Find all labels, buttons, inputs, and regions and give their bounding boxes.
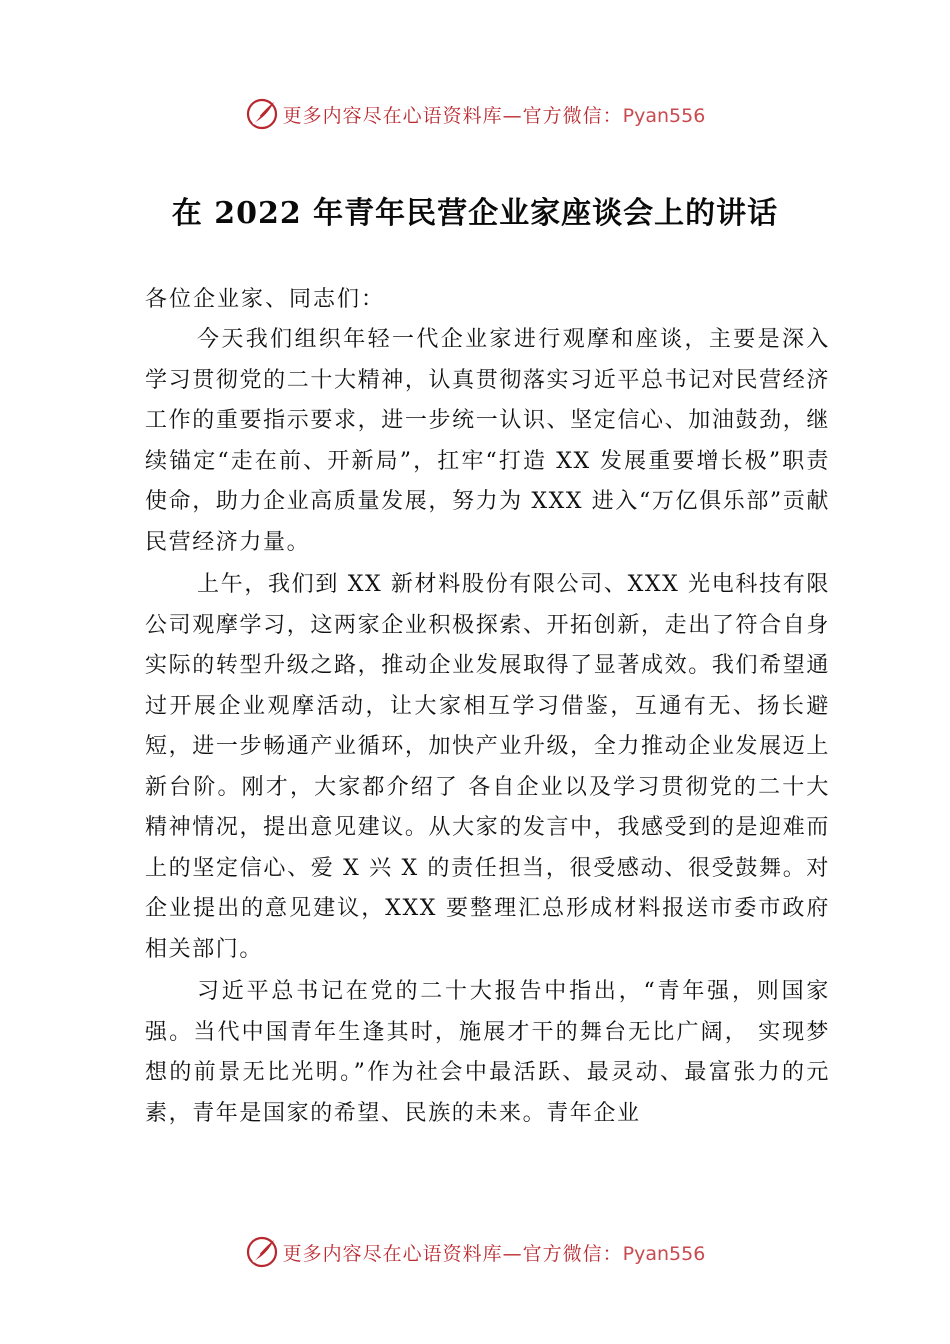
footer-watermark [0,1232,950,1272]
quill-logo-icon [245,1235,279,1269]
paragraph-2: 上午，我们到 XX 新材料股份有限公司、XXX 光电科技有限公司观摩学习，这两家企业积极探索、开拓创新，走出了符合自身实际的转型升级之路，推动企业发展取得了显著成效。我们希望通过开展企业观摩活动，让大家相互学习借鉴，互通有无、扬长避短，进一步畅通产业循环，加快产业升级，全力推动企业发展迈上新台阶。刚才，大家都介绍了 各自企业以及学习贯彻党的二十大精神情况，提出意见建议。从大家的发言中，我感受到的是迎难而上的坚定信心、爱 X 兴 X 的责任担当，很受感动、很受鼓舞。对企业提出的意见建议，XXX 要整理汇总形成材料报送市委市政府相关部门。 [145,572,830,962]
paragraph-1: 今天我们组织年轻一代企业家进行观摩和座谈，主要是深入学习贯彻党的二十大精神，认真贯彻落实习近平总书记对民营经济工作的重要指示要求，进一步统一认识、坚定信心、加油鼓劲，继续锚定“走在前、开新局”，扛牢“打造 XX 发展重要增长极”职责使命，助力企业高质量发展，努力为 XXX 进入“万亿俱乐部”贡献民营经济力量。 [145,327,830,555]
wechat-id: Pyan556 [622,104,706,127]
document-body [145,280,830,1136]
salutation: 各位企业家、同志们： [145,287,386,312]
wechat-id: Pyan556 [622,1242,706,1265]
quill-logo-icon [245,97,279,131]
header-watermark [0,94,950,134]
document-title: 在 2022 年青年民营企业家座谈会上的讲话 [171,196,779,231]
paragraph-3: 习近平总书记在党的二十大报告中指出，“青年强，则国家强。当代中国青年生逢其时，施展才干的舞台无比广阔， 实现梦想的前景无比光明。”作为社会中最活跃、最灵动、最富张力的元素，青年是国家的希望、民族的未来。青年企业 [145,979,830,1126]
watermark-text: 更多内容尽在心语资料库—官方微信：Pyan556 [282,1242,706,1265]
watermark-text: 更多内容尽在心语资料库—官方微信：Pyan556 [282,104,706,127]
